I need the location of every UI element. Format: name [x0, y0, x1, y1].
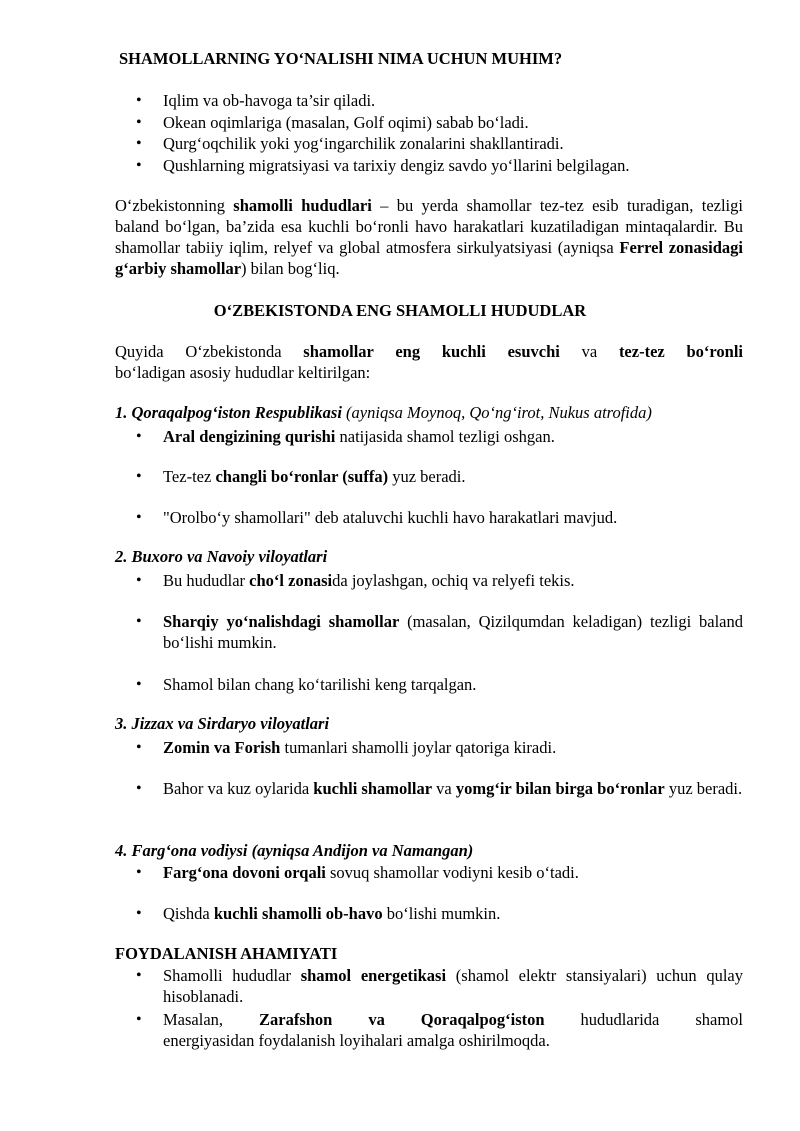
- intro-text: O‘zbekistonning: [115, 196, 234, 215]
- lead-line-2: bo‘ladigan asosiy hududlar keltirilgan:: [115, 363, 371, 382]
- item-bold: Zarafshon: [259, 1010, 333, 1029]
- benefit-line-1: [163, 1009, 743, 1030]
- benefit-line-2: energiyasidan foydalanish loyihalari amalga oshirilmoqda.: [163, 1031, 550, 1050]
- lead-line-1: [115, 341, 743, 362]
- intro-bold-term: shamolli hududlari: [233, 196, 372, 215]
- bullet-glyph: •: [136, 572, 142, 589]
- item-bold: kuchli shamolli ob-havo: [213, 904, 383, 923]
- item-text: da joylashgan, ochiq va relyefi tekis.: [332, 571, 575, 590]
- lead-text: va: [559, 342, 619, 361]
- list-item: [163, 570, 743, 591]
- item-bold: Zomin va Forish: [163, 738, 281, 757]
- item-bold: Aral dengizining qurishi: [163, 427, 336, 446]
- bullet-glyph: •: [136, 905, 142, 922]
- list-item: [163, 1009, 743, 1051]
- item-bold: shamol energetikasi: [300, 966, 447, 985]
- item-text: (masalan, Qizilqumdan keladigan) tezligi baland bo‘lishi mumkin.: [163, 612, 744, 652]
- list-item: [163, 611, 743, 653]
- item-text: Tez-tez: [163, 467, 216, 486]
- item-text: Masalan,: [163, 1010, 224, 1029]
- intro-text: – bu yerda shamollar tez-tez esib turadigan, tezligi baland bo‘lgan, ba’zida esa kuchli bo‘ronli havo harakatlari kuzatiladigan mintaqalardir. Bu shamollar tabiiy iqlim, relyef va global atmosfera sirkulyatsiyasi (ayniqsa: [115, 196, 743, 257]
- item-text: natijasida shamol tezligi oshgan.: [335, 427, 555, 446]
- bullet-glyph: •: [136, 114, 142, 131]
- item-bold: Sharqiy yo‘nalishdagi shamollar: [163, 612, 400, 631]
- item-text: hududlarida: [580, 1010, 660, 1029]
- list-item: Qurg‘oqchilik yoki yog‘ingarchilik zonalarini shakllantiradi.: [163, 134, 564, 153]
- list-item: [163, 466, 743, 487]
- item-text: Bahor va kuz oylarida: [163, 779, 314, 798]
- list-item: [163, 903, 743, 924]
- lead-bold-term: tez-tez bo‘ronli: [618, 342, 744, 361]
- list-item: [163, 862, 743, 883]
- bullet-glyph: •: [136, 157, 142, 174]
- bullet-glyph: •: [136, 1011, 142, 1028]
- region-heading-title: 1. Qoraqalpog‘iston Respublikasi: [115, 403, 342, 422]
- list-item: "Orolbo‘y shamollari" deb ataluvchi kuchli havo harakatlari mavjud.: [163, 508, 618, 527]
- bullet-glyph: •: [136, 613, 142, 630]
- bullet-glyph: •: [136, 135, 142, 152]
- item-text: bo‘lishi mumkin.: [382, 904, 501, 923]
- region-heading: 3. Jizzax va Sirdaryo viloyatlari: [115, 714, 330, 733]
- item-text: Shamolli hududlar: [163, 966, 301, 985]
- list-item: Okean oqimlariga (masalan, Golf oqimi) sabab bo‘ladi.: [163, 113, 529, 132]
- item-bold: Qoraqalpog‘iston: [420, 1010, 545, 1029]
- bullet-glyph: •: [136, 509, 142, 526]
- benefit-heading: FOYDALANISH AHAMIYATI: [115, 944, 338, 963]
- item-text: yuz beradi.: [388, 467, 466, 486]
- list-item: Shamol bilan chang ko‘tarilishi keng tarqalgan.: [163, 675, 477, 694]
- section-title: O‘ZBEKISTONDA ENG SHAMOLLI HUDUDLAR: [213, 301, 587, 320]
- region-heading: 2. Buxoro va Navoiy viloyatlari: [115, 547, 328, 566]
- lead-text: Quyida O‘zbekistonda: [115, 342, 304, 361]
- document-title: SHAMOLLARNING YO‘NALISHI NIMA UCHUN MUHIM?: [119, 49, 563, 68]
- list-item: [163, 965, 743, 1007]
- bullet-glyph: •: [136, 92, 142, 109]
- bullet-glyph: •: [136, 780, 142, 797]
- intro-bold-term: Ferrel zonasidagi g‘arbiy shamollar: [115, 238, 743, 278]
- item-text: tumanlari shamolli joylar qatoriga kiradi.: [280, 738, 557, 757]
- item-text: Qishda: [163, 904, 214, 923]
- item-bold: changli bo‘ronlar (suffa): [215, 467, 389, 486]
- item-text: (shamol elektr stansiyalari) uchun qulay hisoblanadi.: [163, 966, 743, 1006]
- region-heading: [115, 402, 652, 423]
- lead-paragraph: [115, 341, 743, 383]
- list-item: Qushlarning migratsiyasi va tarixiy dengiz savdo yo‘llarini belgilagan.: [163, 156, 630, 175]
- item-text: sovuq shamollar vodiyni kesib o‘tadi.: [325, 863, 579, 882]
- item-text: shamol: [695, 1010, 743, 1029]
- bullet-glyph: •: [136, 967, 142, 984]
- bullet-glyph: •: [136, 428, 142, 445]
- item-text: va: [432, 779, 456, 798]
- intro-paragraph: [115, 195, 743, 279]
- region-heading: 4. Farg‘ona vodiysi (ayniqsa Andijon va Namangan): [115, 841, 474, 860]
- item-bold: va: [368, 1010, 385, 1029]
- item-bold: yomg‘ir bilan birga bo‘ronlar: [455, 779, 665, 798]
- bullet-glyph: •: [136, 864, 142, 881]
- item-text: Bu hududlar: [163, 571, 250, 590]
- list-item: [163, 778, 743, 799]
- bullet-glyph: •: [136, 676, 142, 693]
- item-text: yuz beradi.: [664, 779, 743, 798]
- intro-text: ) bilan bog‘liq.: [241, 259, 340, 278]
- list-item: [163, 426, 743, 447]
- item-bold: Farg‘ona dovoni orqali: [163, 863, 326, 882]
- list-item: Iqlim va ob-havoga ta’sir qiladi.: [163, 91, 376, 110]
- bullet-glyph: •: [136, 739, 142, 756]
- list-item: [163, 737, 743, 758]
- item-bold: kuchli shamollar: [313, 779, 433, 798]
- region-heading-note: (ayniqsa Moynoq, Qo‘ng‘irot, Nukus atrofida): [341, 403, 652, 422]
- bullet-glyph: •: [136, 468, 142, 485]
- item-bold: cho‘l zonasi: [249, 571, 333, 590]
- lead-bold-term: shamollar eng kuchli esuvchi: [303, 342, 560, 361]
